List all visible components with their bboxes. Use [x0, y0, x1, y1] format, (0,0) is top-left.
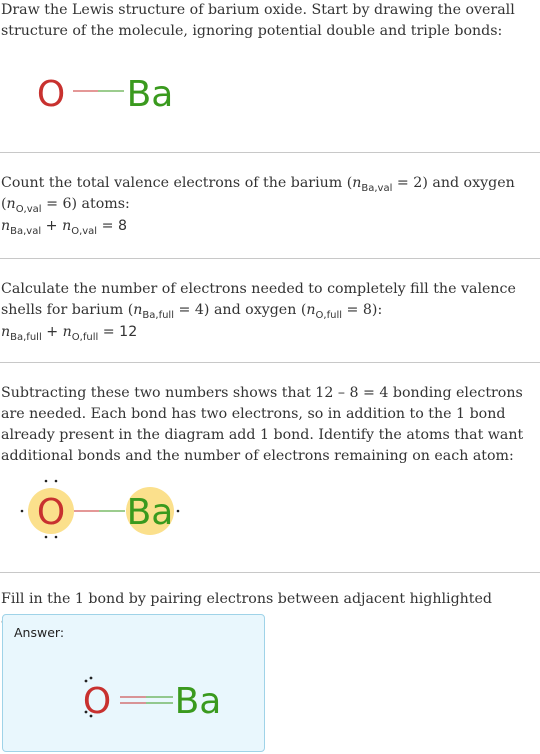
divider — [0, 258, 540, 259]
var-n: n — [306, 302, 316, 318]
oxygen-atom-label: O — [36, 74, 66, 115]
subscript: Ba,val — [361, 182, 393, 194]
step4-text: Subtracting these two numbers shows that 12 – 8 = 4 bonding electrons are needed. Each bond has two electrons, so in addition to the 1 bond already present in the diagram add 1 bond. Identify the atoms that want additional bonds and the number of electrons remaining on each atom: — [1, 385, 524, 464]
step2-text-part: = 2) and oxygen ( — [1, 175, 515, 212]
var-n: n — [1, 324, 11, 340]
equation-result: = 8 — [97, 218, 128, 234]
step3-text-part: = 8): — [342, 302, 383, 318]
full-shell-sum-equation — [1, 322, 137, 343]
electron-dot — [45, 480, 48, 483]
divider — [0, 572, 540, 573]
subscript: O,val — [15, 203, 42, 215]
electron-dot — [177, 510, 180, 513]
electron-dot — [90, 677, 93, 680]
subscript: Ba,val — [10, 225, 42, 237]
subscript: Ba,full — [142, 309, 174, 321]
valence-sum-equation — [1, 216, 127, 237]
answer-box — [2, 614, 265, 752]
step1-text: Draw the Lewis structure of barium oxide. Start by drawing the overall structure of the molecule, ignoring potential double and triple bonds: — [1, 2, 515, 39]
barium-atom-label: Ba — [174, 681, 222, 722]
electron-dot — [55, 536, 58, 539]
electron-dot — [21, 510, 24, 513]
highlighted-atoms-diagram — [0, 470, 540, 550]
subscript: O,full — [315, 309, 342, 321]
answer-label: Answer: — [14, 625, 65, 640]
equation-result: = 12 — [98, 324, 138, 340]
step3-text — [1, 279, 539, 321]
step2-text-part: Count the total valence electrons of the barium ( — [1, 175, 353, 191]
electron-dot — [45, 536, 48, 539]
divider — [0, 362, 540, 363]
step2-text-part: = 6) atoms: — [41, 196, 130, 212]
var-n: n — [6, 196, 16, 212]
subscript: O,val — [71, 225, 98, 237]
step3-text-part: = 4) and oxygen ( — [174, 302, 307, 318]
oxygen-atom-label: O — [82, 681, 112, 722]
var-n: n — [62, 218, 72, 234]
divider — [0, 152, 540, 153]
initial-structure-diagram — [0, 60, 540, 130]
plus-sign: + — [41, 218, 63, 234]
var-n: n — [133, 302, 143, 318]
barium-atom-label: Ba — [126, 492, 174, 533]
subscript: Ba,full — [10, 331, 42, 343]
var-n: n — [352, 175, 362, 191]
oxygen-atom-label: O — [36, 492, 66, 533]
barium-atom-label: Ba — [126, 74, 174, 115]
subscript: O,full — [71, 331, 99, 343]
var-n: n — [1, 218, 11, 234]
electron-dot — [55, 480, 58, 483]
var-n: n — [62, 324, 72, 340]
step5-text: Fill in the 1 bond by pairing electrons between adjacent highlighted — [1, 591, 492, 607]
final-lewis-structure — [3, 670, 264, 740]
plus-sign: + — [41, 324, 63, 340]
step2-text — [1, 173, 539, 215]
step3-text-part: Calculate the number of electrons needed to completely fill the valence shells for barium ( — [1, 281, 516, 318]
